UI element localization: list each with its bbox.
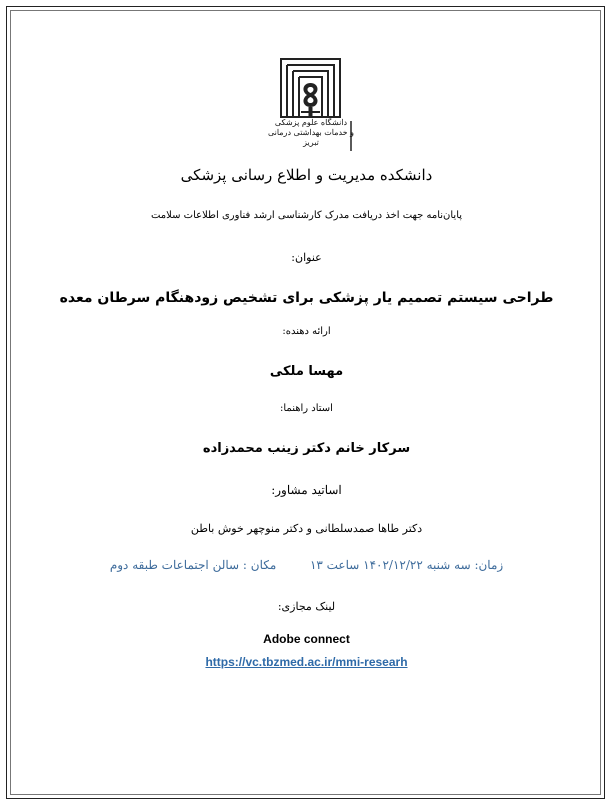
advisors-names: دکتر طاها صمدسلطانی و دکتر منوچهر خوش باطن <box>190 522 423 535</box>
meeting-link[interactable]: https://vc.tbzmed.ac.ir/mmi-researh <box>205 655 408 669</box>
platform-name: Adobe connect <box>263 632 350 646</box>
logo-caption <box>266 118 356 148</box>
advisors-label: اساتید مشاور: <box>271 483 342 497</box>
schedule-place: مکان : سالن اجتماعات طبقه دوم <box>109 558 277 572</box>
meeting-link-row <box>0 655 613 669</box>
supervisor-label: استاد راهنما: <box>280 403 333 414</box>
logo-caption-line2: و خدمات بهداشتی درمانی تبریز <box>267 128 355 147</box>
supervisor-name: سرکار خانم دکتر زینب محمدزاده <box>202 441 411 456</box>
logo-caption-line1: دانشگاه علوم پزشکی <box>274 118 348 127</box>
presenter-name: مهسا ملکی <box>269 364 344 379</box>
virtual-link-label: لینک مجازی: <box>277 600 336 613</box>
schedule-line <box>0 558 613 572</box>
schedule-time: زمان: سه شنبه ۱۴۰۲/۱۲/۲۲ ساعت ۱۳ <box>309 558 504 572</box>
thesis-title: طراحی سیستم تصمیم یار پزشکی برای تشخیص زودهنگام سرطان معده <box>59 290 554 306</box>
subject-label: عنوان: <box>291 251 322 264</box>
faculty-name: دانشکده مدیریت و اطلاع رسانی پزشکی <box>180 166 433 184</box>
presenter-label: ارائه دهنده: <box>282 326 331 337</box>
thesis-note: پایان‌نامه جهت اخذ دریافت مدرک کارشناسی ارشد فناوری اطلاعات سلامت <box>150 210 463 221</box>
